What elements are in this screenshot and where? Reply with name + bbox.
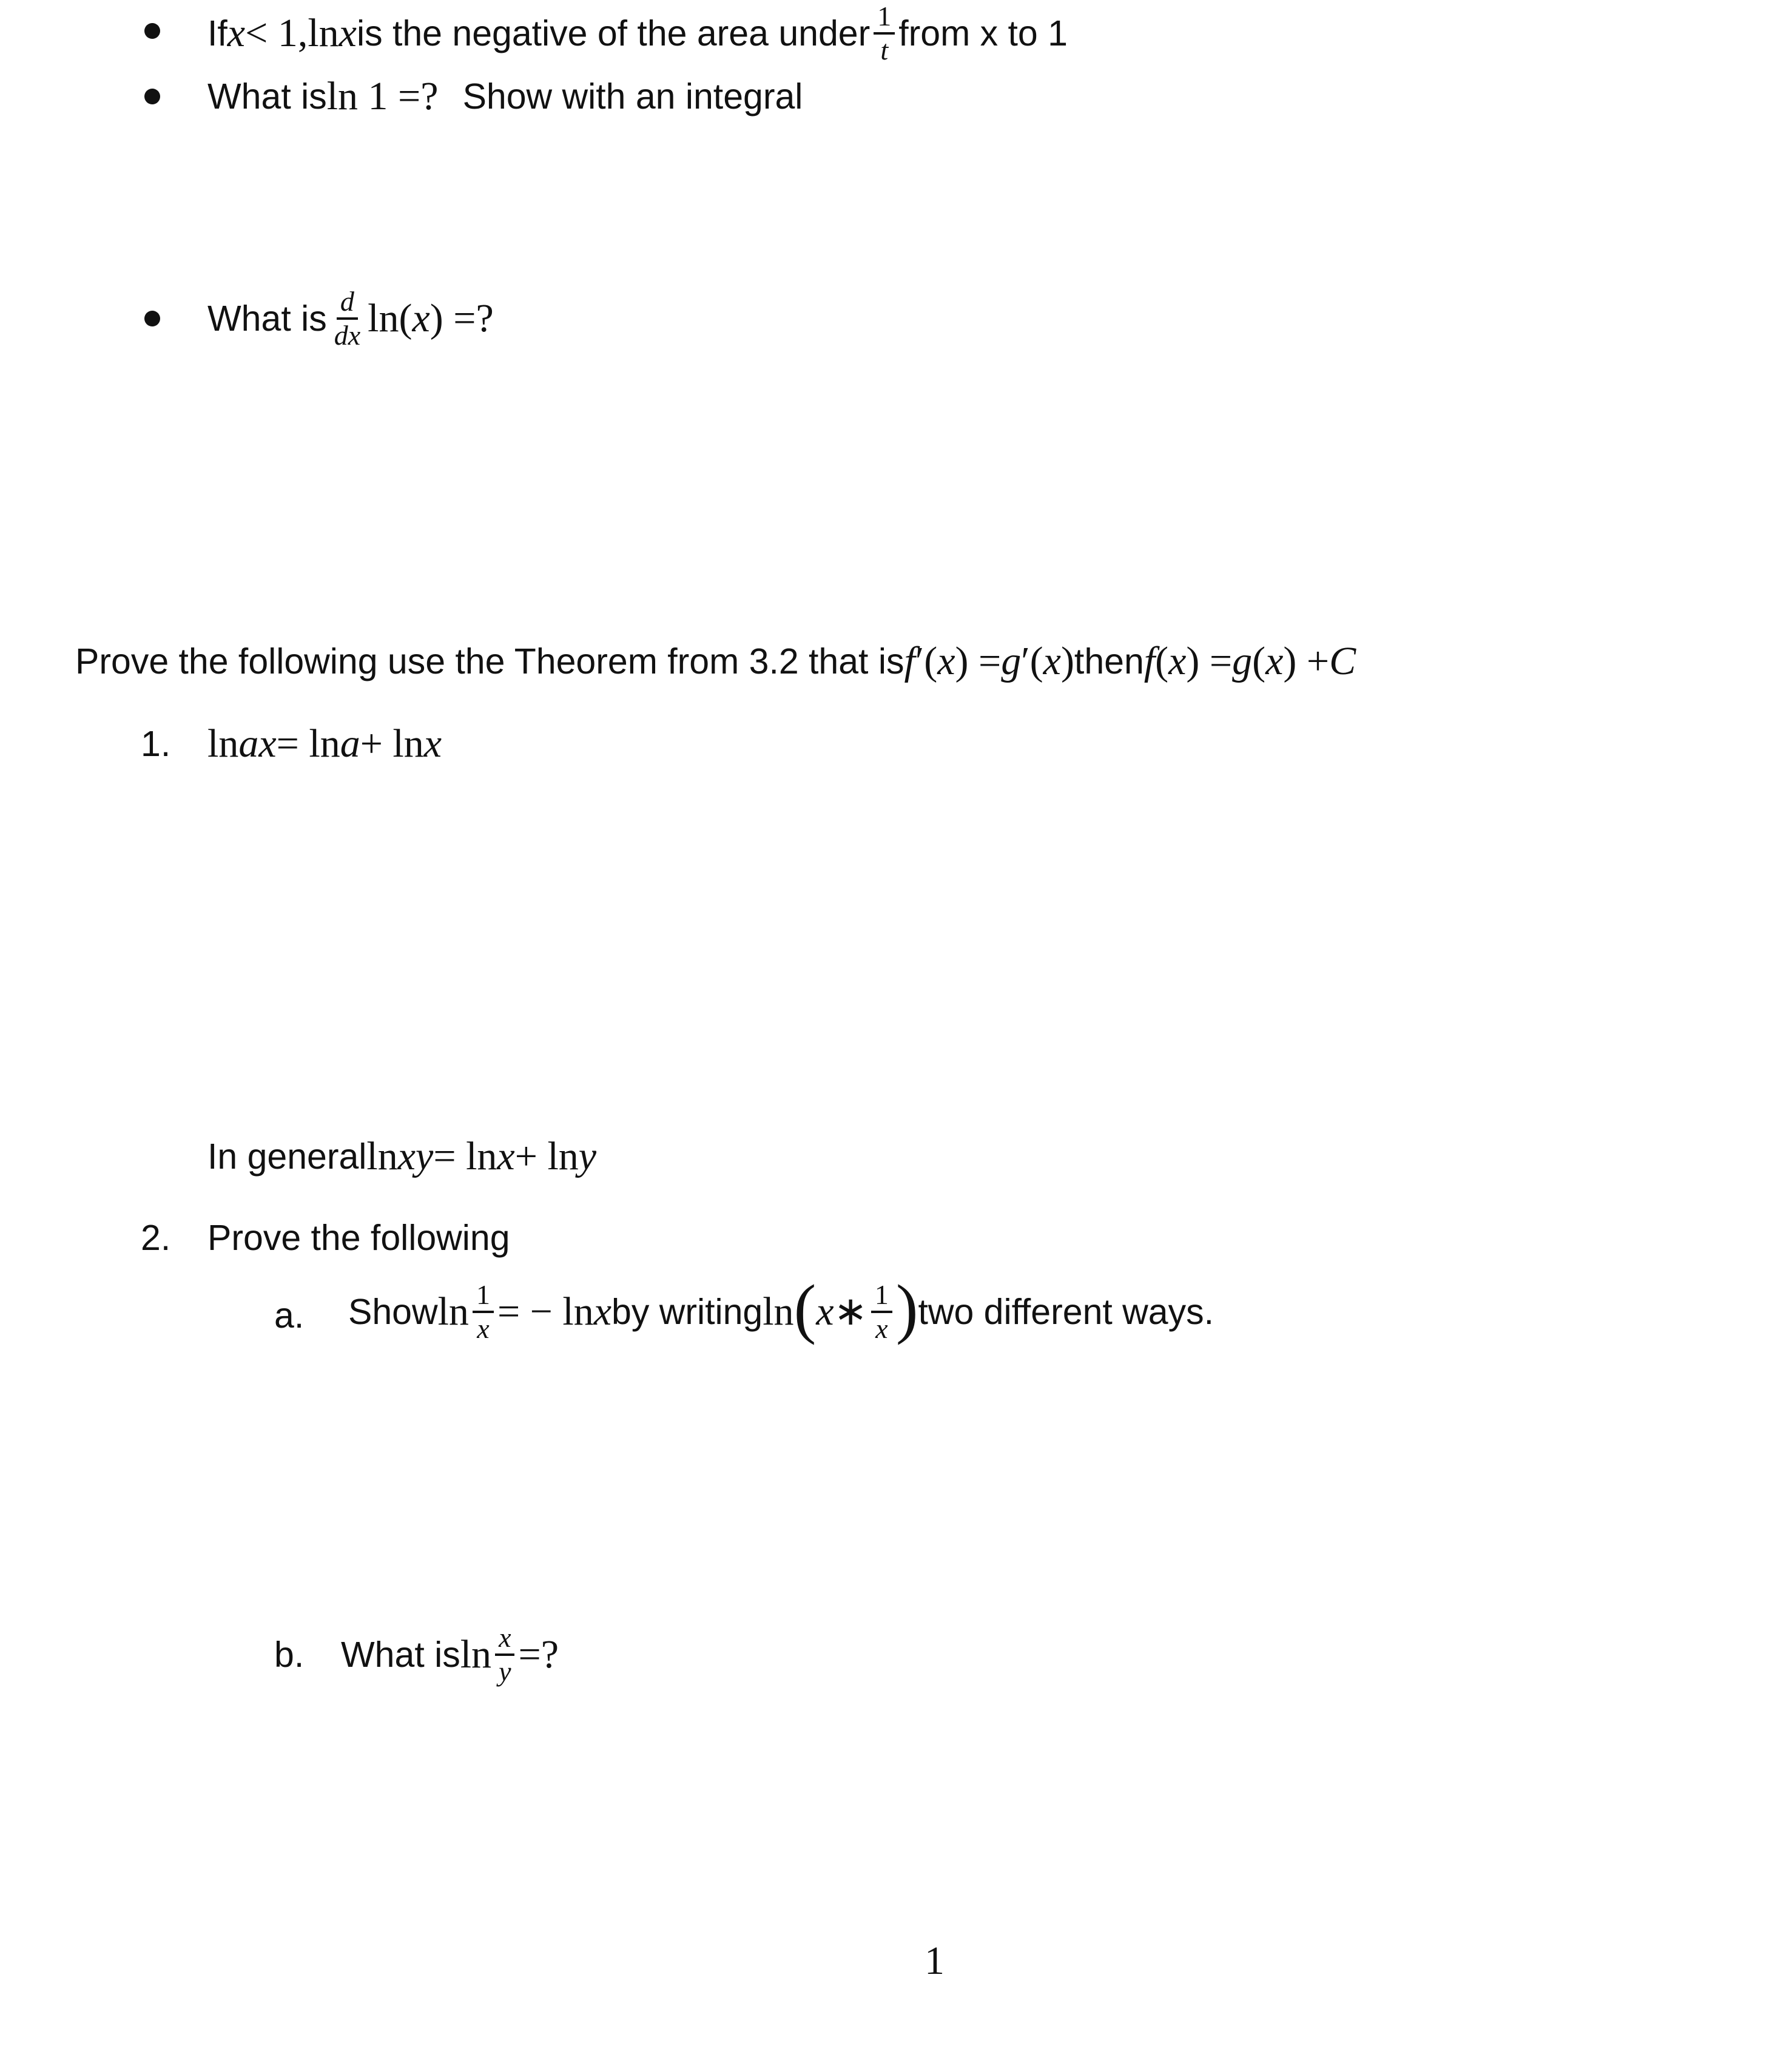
- general-rule-x: x: [497, 1134, 515, 1178]
- bullet-3-text: [207, 285, 494, 352]
- item-2a-text: [348, 1269, 1214, 1354]
- item-1-equals-ln: = ln: [276, 721, 340, 766]
- item-2-text: Prove the following: [207, 1217, 510, 1258]
- item-2a-star: ∗: [834, 1289, 867, 1334]
- prove-intro-equals-1: ) =: [955, 639, 1002, 683]
- item-2a-equals-neg-ln: = − ln: [497, 1289, 594, 1334]
- bullet-2-text: [207, 74, 803, 119]
- general-rule-plus-ln: + ln: [514, 1134, 579, 1178]
- prove-intro-open-4: (: [1252, 639, 1266, 683]
- general-rule-equals-ln: = ln: [433, 1134, 497, 1178]
- bullet-2-instruction: Show with an integral: [462, 76, 803, 117]
- prove-intro-equals-2: ) =: [1186, 639, 1233, 683]
- item-2a-open-paren: (: [793, 1271, 817, 1345]
- item-2a-ending: two different ways.: [918, 1291, 1214, 1332]
- bullet-marker-1: [144, 23, 160, 39]
- bullet-1-if: If: [207, 13, 227, 53]
- item-2a-by-writing: by writing: [611, 1291, 763, 1332]
- item-1-number: 1.: [141, 723, 171, 764]
- bullet-marker-3: [144, 311, 160, 326]
- item-2a-fraction-2: [871, 1280, 892, 1344]
- prove-intro-f: f: [1144, 639, 1156, 683]
- item-2b-text: [341, 1615, 559, 1694]
- prove-intro-constant: C: [1329, 639, 1356, 683]
- general-rule-text: In general: [207, 1136, 367, 1177]
- prove-intro-close-1: ): [1060, 639, 1074, 683]
- general-rule-xy: xy: [397, 1134, 434, 1178]
- bullet-2-math: ln 1 =?: [326, 74, 439, 118]
- prove-intro-then: then: [1074, 641, 1144, 681]
- prove-intro-plus: ) +: [1283, 639, 1330, 683]
- item-2a-letter: a.: [274, 1295, 305, 1336]
- bullet-3-derivative-numerator: d: [337, 287, 358, 320]
- item-2a-show: Show: [348, 1291, 438, 1332]
- prove-intro-x-4: x: [1265, 639, 1284, 683]
- item-1-ln-1: ln: [207, 721, 239, 766]
- item-2a-fraction-2-denominator: x: [875, 1313, 888, 1344]
- prove-intro: [75, 637, 1356, 686]
- item-2a-fraction-1: [473, 1280, 494, 1344]
- item-2a-ln-2: ln: [763, 1289, 794, 1334]
- item-2-number: 2.: [141, 1217, 171, 1258]
- bullet-1-x2: x: [339, 11, 357, 55]
- prove-intro-x-3: x: [1168, 639, 1187, 683]
- bullet-3-derivative: [331, 287, 364, 351]
- prove-intro-text: Prove the following use the Theorem from 3.2 that is: [75, 641, 904, 681]
- item-2b-fraction: [495, 1623, 514, 1687]
- prove-intro-open-3: (: [1155, 639, 1169, 683]
- item-1-ax: ax: [238, 721, 277, 766]
- prove-intro-x-2: x: [1043, 639, 1061, 683]
- bullet-1-ending: from x to 1: [898, 13, 1068, 53]
- bullet-1-condition: < 1,: [245, 11, 308, 55]
- bullet-1-ln: ln: [308, 11, 339, 55]
- item-2a-fraction-1-numerator: 1: [473, 1280, 494, 1313]
- item-1-a: a: [340, 721, 360, 766]
- bullet-2-what: What is: [207, 76, 327, 117]
- bullet-1-text: [207, 0, 1068, 66]
- item-2b-fraction-numerator: x: [495, 1623, 514, 1656]
- bullet-1-fraction: [874, 2, 895, 66]
- prove-intro-prime-2: ′(: [1021, 639, 1043, 683]
- bullet-3-equals: ) =?: [429, 296, 494, 340]
- general-rule: [207, 1132, 596, 1181]
- item-1-x: x: [423, 721, 442, 766]
- general-rule-ln-1: ln: [366, 1134, 398, 1178]
- page-number: 1: [925, 1939, 945, 1983]
- item-2a-fraction-1-denominator: x: [477, 1313, 490, 1344]
- bullet-1-fraction-numerator: 1: [874, 2, 895, 35]
- bullet-3-x: x: [412, 296, 430, 340]
- bullet-marker-2: [144, 89, 160, 104]
- prove-intro-x-1: x: [937, 639, 955, 683]
- bullet-3-ln: ln(: [368, 296, 413, 340]
- item-1-plus-ln: + ln: [360, 721, 424, 766]
- item-1-equation: [207, 720, 442, 768]
- item-2a-fraction-2-numerator: 1: [871, 1280, 892, 1313]
- item-2a-x: x: [593, 1289, 612, 1334]
- item-2b-fraction-denominator: y: [499, 1656, 511, 1687]
- item-2a-close-paren: ): [895, 1271, 918, 1345]
- bullet-1-fraction-denominator: t: [880, 35, 889, 66]
- item-2b-letter: b.: [274, 1634, 305, 1675]
- general-rule-y: y: [578, 1134, 597, 1178]
- bullet-3-derivative-denominator: dx: [334, 320, 361, 351]
- prove-intro-f-prime: f: [904, 639, 915, 683]
- item-2b-ln: ln: [460, 1632, 492, 1677]
- item-2b-equals: =?: [518, 1632, 559, 1677]
- bullet-1-x: x: [227, 11, 246, 55]
- bullet-3-what: What is: [207, 298, 327, 339]
- prove-intro-g-prime: g: [1001, 639, 1022, 683]
- bullet-1-description: is the negative of the area under: [356, 13, 871, 53]
- item-2b-what: What is: [341, 1634, 460, 1675]
- prove-intro-prime-1: ′(: [915, 639, 938, 683]
- prove-intro-g: g: [1232, 639, 1253, 683]
- item-2a-ln-1: ln: [437, 1289, 469, 1334]
- item-2a-x-2: x: [816, 1289, 834, 1334]
